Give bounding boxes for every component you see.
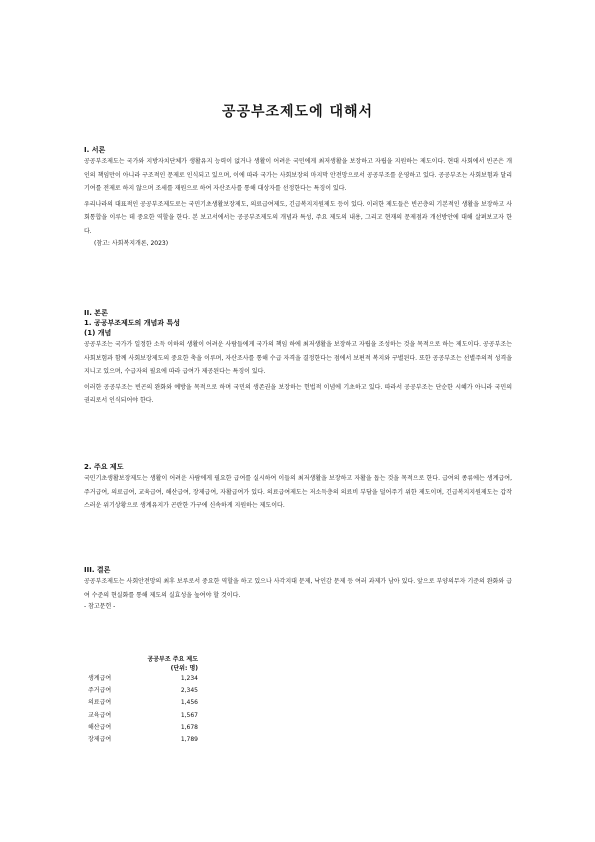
intro-paragraph-2: 우리나라의 대표적인 공공부조제도로는 국민기초생활보장제도, 의료급여제도, 긴급복지지원제도 등이 있다. 이러한 제도들은 빈곤층의 기본적인 생활을 보장하고 사회통합을 이루는 데 중요한 역할을 한다. 본 보고서에서는 공공부조제도의 개념과 특성, 주요 제도의 내용, 그리고 현재의 문제점과 개선방안에 대해 살펴보고자 한다. xyxy=(84,200,512,235)
table-row-label: 해산급여 xyxy=(88,723,112,731)
table-row xyxy=(88,734,198,746)
table-row-label: 주거급여 xyxy=(88,687,112,695)
table-row-value: 2,345 xyxy=(180,687,198,695)
table-header-line-2: (단위: 명) xyxy=(170,665,198,672)
table-row-label: 교육급여 xyxy=(88,711,112,719)
intro-heading: I. 서론 xyxy=(84,146,106,154)
data-table xyxy=(88,655,198,746)
table-row-value: 1,567 xyxy=(180,711,198,719)
table-row-value: 1,456 xyxy=(180,699,198,707)
intro-section xyxy=(84,145,512,249)
document-title: 공공부조제도에 대해서 xyxy=(221,104,374,120)
table-row-label: 장제급여 xyxy=(88,736,112,744)
conclusion-section xyxy=(84,565,512,612)
body-section xyxy=(84,308,512,408)
conclusion-paragraph: 공공부조제도는 사회안전망의 최후 보루로서 중요한 역할을 하고 있으나 사각지대 문제, 낙인감 문제 등 여러 과제가 남아 있다. 앞으로 부양의무자 기준의 완화와 급여 수준의 현실화를 통해 제도의 실효성을 높여야 할 것이다. xyxy=(84,578,512,599)
section-2-paragraph: 국민기초생활보장제도는 생활이 어려운 사람에게 필요한 급여를 실시하여 이들의 최저생활을 보장하고 자활을 돕는 것을 목적으로 한다. 급여의 종류에는 생계급여, 주거급여, 의료급여, 교육급여, 해산급여, 장제급여, 자활급여가 있다. 의료급여제도는 저소득층의 의료비 부담을 덜어주기 위한 제도이며, 긴급복지지원제도는 갑작스러운 위기상황으로 생계유지가 곤란한 가구에 신속하게 지원하는 제도이다. xyxy=(84,475,512,510)
body-subheading: 1. 공공부조제도의 개념과 특성 xyxy=(84,319,180,327)
table-row-value: 1,678 xyxy=(180,723,198,731)
table-row xyxy=(88,697,198,709)
intro-paragraph-1: 공공부조제도는 국가와 지방자치단체가 생활유지 능력이 없거나 생활이 어려운 국민에게 최저생활을 보장하고 자립을 지원하는 제도이다. 현대 사회에서 빈곤은 개인의 책임만이 아니라 구조적인 문제로 인식되고 있으며, 이에 따라 국가는 사회보장의 마지막 안전망으로서 공공부조를 운영하고 있다. 공공부조는 사회보험과 달리 기여를 전제로 하지 않으며 조세를 재원으로 하여 자산조사를 통해 대상자를 선정한다는 특징이 있다. xyxy=(84,158,512,193)
table-row-label: 생계급여 xyxy=(88,675,112,682)
body-paragraph-1: 공공부조는 국가가 일정한 소득 이하의 생활이 어려운 사람들에게 국가의 책임 하에 최저생활을 보장하고 자립을 조성하는 것을 목적으로 하는 제도이다. 공공부조는 사회보험과 함께 사회보장제도의 중요한 축을 이루며, 자산조사를 통해 수급 자격을 결정한다는 점에서 보편적 복지와 구별된다. 또한 공공부조는 선별주의적 성격을 지니고 있으며, 수급자의 필요에 따라 급여가 제공된다는 특징이 있다. xyxy=(84,341,512,376)
body-subsubheading: (1) 개념 xyxy=(84,329,112,337)
body-heading: II. 본론 xyxy=(84,309,108,317)
table-header-line-1: 공공부조 주요 제도 xyxy=(147,656,198,663)
table-body xyxy=(88,673,198,746)
table-row xyxy=(88,722,198,734)
table-row xyxy=(88,710,198,722)
conclusion-note: - 참고문헌 - xyxy=(84,603,116,611)
table-row-value: 1,234 xyxy=(180,675,198,682)
section-2 xyxy=(84,462,512,513)
body-paragraph-2: 이러한 공공부조는 빈곤의 완화와 예방을 목적으로 하며 국민의 생존권을 보장하는 헌법적 이념에 기초하고 있다. 따라서 공공부조는 단순한 시혜가 아니라 국민의 권리로서 인식되어야 한다. xyxy=(84,383,512,405)
intro-note: (참고: 사회복지개론, 2023) xyxy=(94,239,169,247)
conclusion-heading: III. 결론 xyxy=(84,566,111,574)
table-row-value: 1,789 xyxy=(180,736,198,744)
section-2-heading: 2. 주요 제도 xyxy=(84,463,124,471)
table-row xyxy=(88,685,198,697)
table-row xyxy=(88,673,198,685)
table-row-label: 의료급여 xyxy=(88,699,112,707)
